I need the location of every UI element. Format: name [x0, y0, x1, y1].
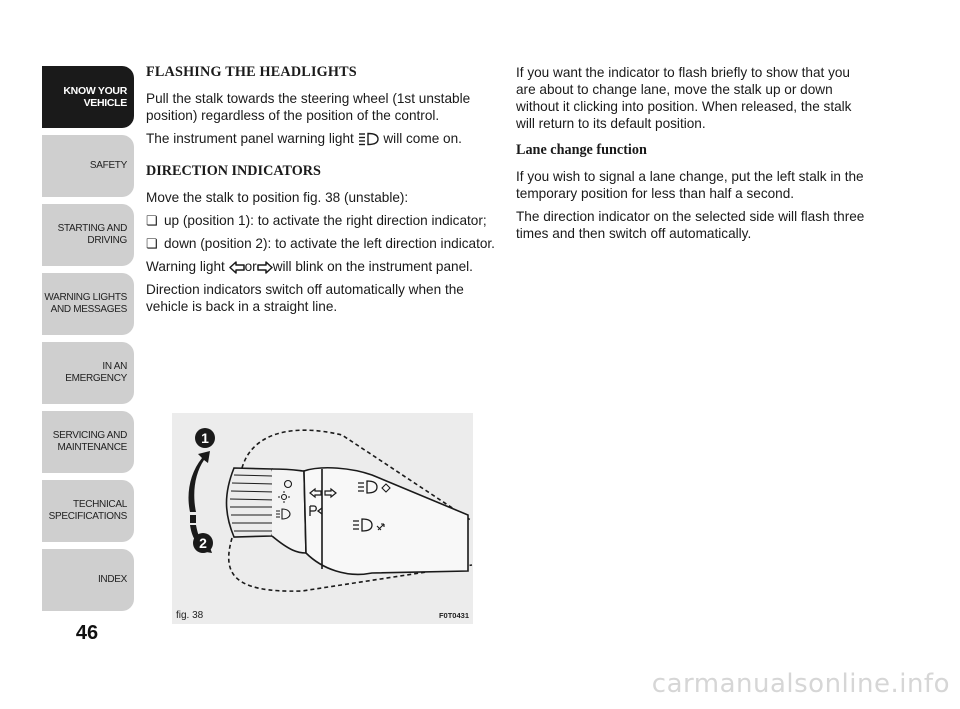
tab-label: KNOW YOUR VEHICLE	[63, 85, 127, 109]
tab-index[interactable]	[42, 549, 134, 611]
tab-servicing[interactable]	[42, 411, 134, 473]
paragraph: Pull the stalk towards the steering wheel (1st unstable position) regardless of the position of the control.	[146, 91, 471, 123]
paragraph: Direction indicators switch off automatically when the vehicle is back in a straight line.	[146, 282, 464, 314]
paragraph: Move the stalk to position fig. 38 (unstable):	[146, 190, 409, 205]
paragraph: The direction indicator on the selected side will flash three times and then switch off automatically.	[516, 209, 865, 241]
text: will come on.	[379, 131, 462, 146]
right-column	[516, 64, 870, 248]
section-title-flashing: FLASHING THE HEADLIGHTS	[146, 64, 357, 80]
tab-safety[interactable]	[42, 135, 134, 197]
page-number: 46	[75, 622, 99, 644]
up-arrow	[189, 451, 211, 512]
figure-stalk-diagram	[172, 413, 473, 624]
figure-code: F0T0431	[438, 611, 469, 620]
tab-label: SAFETY	[89, 160, 127, 171]
paragraph: If you wish to signal a lane change, put the left stalk in the temporary position for less than half a second.	[516, 169, 864, 201]
right-arrow-icon	[257, 261, 273, 274]
text: or	[244, 259, 257, 274]
tab-label: IN AN EMERGENCY	[65, 361, 127, 384]
section-title-lane-change: Lane change function	[516, 142, 647, 158]
watermark: carmanualsonline.info	[651, 669, 950, 699]
tab-know-your-vehicle[interactable]	[42, 66, 134, 128]
paragraph	[146, 130, 496, 147]
left-column	[146, 64, 496, 321]
paragraph: If you want the indicator to flash briefly to show that you are about to change lane, move the stalk up or down without it clicking into position. When released, the stalk will return to its default position.	[516, 65, 852, 131]
position-2-label: 2	[199, 535, 207, 551]
tab-label: WARNING LIGHTS AND MESSAGES	[44, 292, 127, 315]
figure-caption: fig. 38	[176, 610, 204, 621]
high-beam-icon	[358, 132, 380, 146]
paragraph	[146, 258, 496, 275]
tab-label: INDEX	[97, 574, 127, 585]
section-title-direction: DIRECTION INDICATORS	[146, 163, 321, 179]
text: Warning light	[146, 259, 229, 274]
text: The instrument panel warning light	[146, 131, 358, 146]
tab-label: STARTING AND DRIVING	[57, 223, 127, 246]
tab-warning-lights[interactable]	[42, 273, 134, 335]
stalk-end	[227, 468, 279, 537]
tab-label: TECHNICAL SPECIFICATIONS	[48, 499, 127, 522]
text: will blink on the instrument panel.	[272, 259, 473, 274]
tab-label: SERVICING AND MAINTENANCE	[52, 430, 127, 453]
left-arrow-icon	[229, 261, 245, 274]
position-1-label: 1	[201, 430, 209, 446]
stalk-illustration	[172, 413, 473, 624]
list-item: ❏ up (position 1): to activate the right direction indicator;	[146, 212, 496, 229]
list-item: ❏ down (position 2): to activate the left direction indicator.	[146, 235, 496, 252]
tab-in-an-emergency[interactable]	[42, 342, 134, 404]
tab-technical-specifications[interactable]	[42, 480, 134, 542]
tab-starting-and-driving[interactable]	[42, 204, 134, 266]
